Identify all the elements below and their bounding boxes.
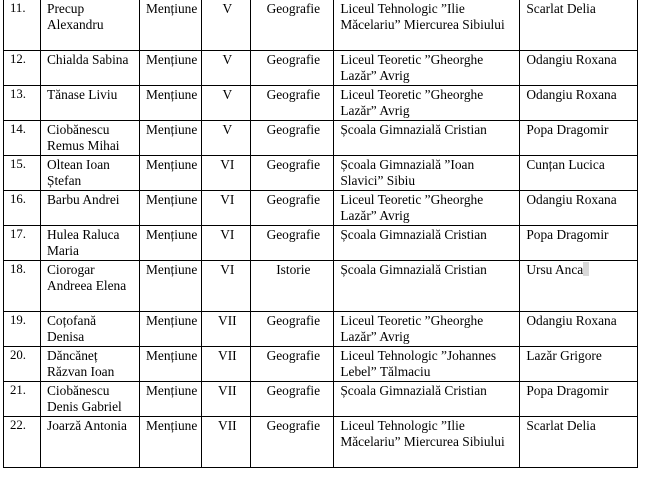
school-cell [334,417,520,468]
school-cell [334,51,520,86]
student-name: Precup Alexandru [47,1,104,32]
teacher-cell [520,226,638,261]
row-number-cell [4,156,41,191]
teacher-cell [520,312,638,347]
student-name: Tănase Liviu [47,87,118,102]
row-number-cell [4,0,41,51]
row-number: 21. [10,383,26,397]
school: Școala Gimnazială ”Ioan Slavici” Sibiu [340,157,475,188]
school-cell [334,226,520,261]
school: Școala Gimnazială Cristian [340,122,487,137]
prize: Mențiune [146,52,198,67]
class-level: VI [220,227,235,242]
prize: Mențiune [146,383,198,398]
student-name: Dăncăneț Răzvan Ioan [47,348,115,379]
student-name: Ciorogar Andreea Elena [47,262,127,293]
class-level-cell [202,226,251,261]
class-level: VI [220,262,235,277]
student-name: Joarză Antonia [47,418,127,433]
school-cell [334,191,520,226]
school-cell [334,312,520,347]
teacher-cell [520,86,638,121]
class-level-cell [202,417,251,468]
subject-cell [251,86,334,121]
results-table [3,0,638,468]
class-level-cell [202,121,251,156]
table-row [4,347,638,382]
teacher: Cunțan Lucica [526,157,605,172]
class-level: VI [220,192,235,207]
school: Școala Gimnazială Cristian [340,383,487,398]
teacher-cell [520,121,638,156]
table-row [4,226,638,261]
school: Liceul Tehnologic ”Ilie Măcelariu” Miercurea Sibiului [340,418,505,449]
student-name-cell [41,191,140,226]
teacher-cell [520,156,638,191]
subject-cell [251,261,334,312]
prize-cell [140,156,202,191]
subject: Geografie [266,418,321,433]
class-level: VI [220,157,235,172]
prize: Mențiune [146,1,198,16]
teacher-cell [520,191,638,226]
class-level: VII [218,348,237,363]
class-level: V [222,1,233,16]
class-level-cell [202,347,251,382]
teacher-cell [520,51,638,86]
row-number: 12. [10,52,26,66]
prize: Mențiune [146,313,198,328]
subject: Geografie [266,227,321,242]
student-name: Chialda Sabina [47,52,129,67]
student-name: Ciobănescu Denis Gabriel [47,383,122,414]
class-level: V [222,87,233,102]
subject-cell [251,347,334,382]
teacher-cell [520,347,638,382]
row-number: 14. [10,122,26,136]
class-level: VII [218,383,237,398]
table-row [4,261,638,312]
row-number-cell [4,51,41,86]
prize: Mențiune [146,348,198,363]
student-name-cell [41,312,140,347]
prize: Mențiune [146,262,198,277]
prize-cell [140,417,202,468]
row-number: 19. [10,313,26,327]
school-cell [334,382,520,417]
class-level-cell [202,156,251,191]
student-name-cell [41,121,140,156]
subject-cell [251,121,334,156]
subject: Geografie [266,157,321,172]
class-level-cell [202,0,251,51]
prize: Mențiune [146,122,198,137]
student-name-cell [41,226,140,261]
student-name: Ciobănescu Remus Mihai [47,122,120,153]
subject: Geografie [266,313,321,328]
subject-cell [251,312,334,347]
prize-cell [140,0,202,51]
teacher: Popa Dragomir [526,122,609,137]
teacher: Scarlat Delia [526,418,596,433]
student-name-cell [41,261,140,312]
school: Liceul Teoretic ”Gheorghe Lazăr” Avrig [340,192,484,223]
class-level-cell [202,312,251,347]
subject: Geografie [266,52,321,67]
teacher: Lazăr Grigore [526,348,602,363]
school-cell [334,347,520,382]
student-name-cell [41,382,140,417]
teacher: Odangiu Roxana [526,313,617,328]
subject: Geografie [266,348,321,363]
class-level: V [222,122,233,137]
student-name-cell [41,51,140,86]
prize: Mențiune [146,192,198,207]
school-cell [334,121,520,156]
prize: Mențiune [146,418,198,433]
subject: Geografie [266,87,321,102]
student-name-cell [41,0,140,51]
row-number: 17. [10,227,26,241]
teacher: Odangiu Roxana [526,52,617,67]
table-row [4,51,638,86]
school-cell [334,156,520,191]
school: Liceul Tehnologic ”Johannes Lebel” Tălmaciu [340,348,497,379]
row-number-cell [4,347,41,382]
prize-cell [140,226,202,261]
row-number: 20. [10,348,26,362]
row-number: 16. [10,192,26,206]
class-level: VII [218,313,237,328]
subject-cell [251,0,334,51]
subject: Geografie [266,192,321,207]
row-number-cell [4,382,41,417]
prize-cell [140,121,202,156]
subject-cell [251,382,334,417]
table-row [4,417,638,468]
table-row [4,382,638,417]
row-number-cell [4,121,41,156]
student-name-cell [41,417,140,468]
row-number: 11. [10,1,26,15]
table-row [4,156,638,191]
school: Liceul Teoretic ”Gheorghe Lazăr” Avrig [340,87,484,118]
student-name: Hulea Raluca Maria [47,227,120,258]
prize-cell [140,347,202,382]
table-row [4,0,638,51]
text-cursor-highlight [583,262,589,276]
school: Liceul Teoretic ”Gheorghe Lazăr” Avrig [340,52,484,83]
teacher-cell [520,261,638,312]
school-cell [334,0,520,51]
table-row [4,312,638,347]
prize-cell [140,51,202,86]
student-name-cell [41,347,140,382]
prize-cell [140,382,202,417]
table-row [4,121,638,156]
subject-cell [251,417,334,468]
class-level-cell [202,86,251,121]
school-cell [334,86,520,121]
table-row [4,86,638,121]
teacher-cell [520,417,638,468]
prize-cell [140,312,202,347]
school: Liceul Teoretic ”Gheorghe Lazăr” Avrig [340,313,484,344]
subject-cell [251,191,334,226]
subject-cell [251,156,334,191]
row-number-cell [4,312,41,347]
row-number: 15. [10,157,26,171]
prize-cell [140,86,202,121]
subject: Istorie [276,262,311,277]
class-level-cell [202,382,251,417]
teacher-cell [520,382,638,417]
prize-cell [140,261,202,312]
row-number: 18. [10,262,26,276]
subject: Geografie [266,1,321,16]
subject-cell [251,226,334,261]
class-level-cell [202,51,251,86]
teacher: Odangiu Roxana [526,192,617,207]
class-level-cell [202,191,251,226]
prize-cell [140,191,202,226]
school: Liceul Tehnologic ”Ilie Măcelariu” Miercurea Sibiului [340,1,505,32]
student-name-cell [41,86,140,121]
prize: Mențiune [146,227,198,242]
row-number-cell [4,86,41,121]
subject: Geografie [266,122,321,137]
school: Școala Gimnazială Cristian [340,262,487,277]
subject-cell [251,51,334,86]
row-number: 22. [10,418,26,432]
row-number: 13. [10,87,26,101]
student-name: Barbu Andrei [47,192,120,207]
teacher: Popa Dragomir [526,227,609,242]
class-level: VII [218,418,237,433]
prize: Mențiune [146,157,198,172]
row-number-cell [4,226,41,261]
prize: Mențiune [146,87,198,102]
row-number-cell [4,261,41,312]
teacher: Odangiu Roxana [526,87,617,102]
row-number-cell [4,417,41,468]
class-level-cell [202,261,251,312]
teacher: Scarlat Delia [526,1,596,16]
student-name-cell [41,156,140,191]
results-table-body [4,0,638,468]
student-name: Coțofană Denisa [47,313,97,344]
class-level: V [222,52,233,67]
school: Școala Gimnazială Cristian [340,227,487,242]
student-name: Oltean Ioan Ștefan [47,157,110,188]
school-cell [334,261,520,312]
subject: Geografie [266,383,321,398]
table-row [4,191,638,226]
teacher: Ursu Anca [526,262,584,277]
teacher: Popa Dragomir [526,383,609,398]
teacher-cell [520,0,638,51]
row-number-cell [4,191,41,226]
